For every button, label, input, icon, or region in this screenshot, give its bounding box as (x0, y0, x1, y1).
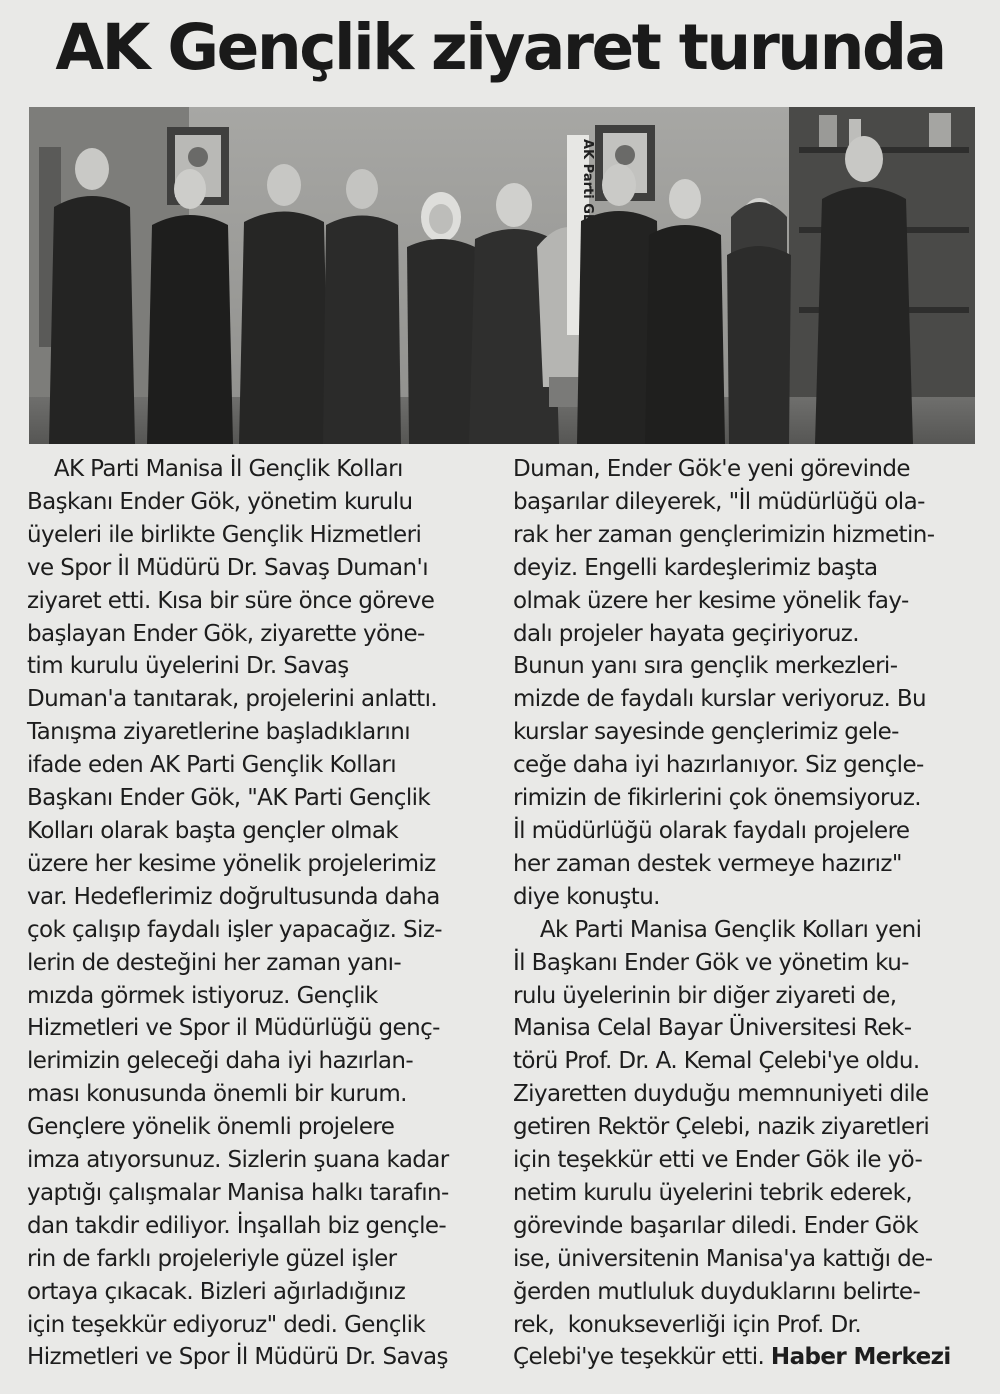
article-line: deyiz. Engelli kardeşlerimiz başta (513, 554, 878, 581)
article-line: ifade eden AK Parti Gençlik Kolları (27, 752, 397, 779)
article-line: Hizmetleri ve Spor il Müdürlüğü genç- (27, 1015, 440, 1042)
article-line: Duman, Ender Gök'e yeni görevinde (513, 456, 910, 482)
article-line: üyeleri ile birlikte Gençlik Hizmetleri (27, 521, 422, 548)
article-line: mizde de faydalı kurslar veriyoruz. Bu (513, 686, 927, 713)
article-line: rin de farklı projeleriyle güzel işler (27, 1245, 397, 1272)
article-line: ve Spor İl Müdürü Dr. Savaş Duman'ı (27, 554, 428, 581)
article-line: rek, konukseverliği için Prof. Dr. (513, 1311, 862, 1338)
article-line: için teşekkür etti ve Ender Gök ile yö- (513, 1147, 923, 1174)
article-line: ğerden mutluluk duyduklarını belirte- (513, 1278, 921, 1305)
article-line: imza atıyorsunuz. Sizlerin şuana kadar (27, 1147, 449, 1174)
article-line: ması konusunda önemli bir kurum. (27, 1081, 407, 1108)
article-right-column (513, 453, 983, 1374)
article-line: Başkanı Ender Gök, "AK Parti Gençlik (27, 785, 431, 812)
article-line: Başkanı Ender Gök, yönetim kurulu (27, 488, 413, 515)
article-line: lerimizin geleceği daha iyi hazırlan- (27, 1048, 414, 1075)
article-line: her zaman destek vermeye hazırız" (513, 850, 902, 877)
article-line: için teşekkür ediyoruz" dedi. Gençlik (27, 1311, 426, 1338)
article-line: mızda görmek istiyoruz. Gençlik (27, 982, 378, 1009)
article-line: rak her zaman gençlerimizin hizmetin- (513, 521, 935, 548)
article-line: başarılar dileyerek, "İl müdürlüğü ola- (513, 488, 925, 515)
article-line: netim kurulu üyelerini tebrik ederek, (513, 1179, 913, 1206)
article-line: ise, üniversitenin Manisa'ya kattığı de- (513, 1245, 933, 1272)
article-line: var. Hedeflerimiz doğrultusunda daha (27, 883, 440, 910)
article-line: ortaya çıkacak. Bizleri ağırladığınız (27, 1278, 406, 1305)
group-photo (29, 107, 975, 444)
article-line: Duman'a tanıtarak, projelerini anlattı. (27, 686, 438, 713)
article-line-text: Çelebi'ye teşekkür etti. (513, 1344, 765, 1371)
article-line (513, 1341, 983, 1374)
article-line: dalı projeler hayata geçiriyoruz. (513, 620, 859, 647)
article-line: Tanışma ziyaretlerine başladıklarını (27, 719, 410, 746)
article-line: yaptığı çalışmalar Manisa halkı tarafın- (27, 1179, 449, 1206)
article-line: diye konuştu. (513, 883, 660, 910)
article-line: kurslar sayesinde gençlerimiz gele- (513, 719, 899, 746)
article-line: Bunun yanı sıra gençlik merkezleri- (513, 653, 898, 680)
article-left-column (27, 453, 497, 1374)
article-line: AK Parti Manisa İl Gençlik Kolları (27, 456, 403, 482)
article-line: İl Başkanı Ender Gök ve yönetim ku- (513, 949, 909, 976)
article-line: başlayan Ender Gök, ziyarette yöne- (27, 620, 425, 647)
article-line: üzere her kesime yönelik projelerimiz (27, 850, 436, 877)
article-line: ceğe daha iyi hazırlanıyor. Siz gençle- (513, 752, 924, 779)
article-line: getiren Rektör Çelebi, nazik ziyaretleri (513, 1114, 930, 1141)
article-line: Gençlere yönelik önemli projelere (27, 1114, 395, 1141)
article-line: görevinde başarılar diledi. Ender Gök (513, 1212, 919, 1239)
article-line: İl müdürlüğü olarak faydalı projelere (513, 817, 910, 844)
byline: Haber Merkezi (770, 1344, 951, 1371)
article-line: rimizin de fikirlerini çok önemsiyoruz. (513, 785, 921, 812)
article-line: törü Prof. Dr. A. Kemal Çelebi'ye oldu. (513, 1048, 920, 1075)
article-line: tim kurulu üyelerini Dr. Savaş (27, 653, 349, 680)
article-line: lerin de desteğini her zaman yanı- (27, 949, 402, 976)
article-line: çok çalışıp faydalı işler yapacağız. Siz- (27, 916, 443, 943)
article-line: Manisa Celal Bayar Üniversitesi Rek- (513, 1015, 912, 1042)
article-line: rulu üyelerinin bir diğer ziyareti de, (513, 982, 897, 1009)
article-line: Ak Parti Manisa Gençlik Kolları yeni (513, 916, 922, 943)
article-line: ziyaret etti. Kısa bir süre önce göreve (27, 587, 435, 614)
article-line: Kolları olarak başta gençler olmak (27, 817, 399, 844)
headline: AK Gençlik ziyaret turunda (55, 11, 945, 84)
article-line: Ziyaretten duyduğu memnuniyeti dile (513, 1081, 929, 1108)
article-line: Hizmetleri ve Spor İl Müdürü Dr. Savaş (27, 1344, 448, 1371)
article-line: dan takdir ediliyor. İnşallah biz gençle- (27, 1212, 447, 1239)
article-line: olmak üzere her kesime yönelik fay- (513, 587, 909, 614)
